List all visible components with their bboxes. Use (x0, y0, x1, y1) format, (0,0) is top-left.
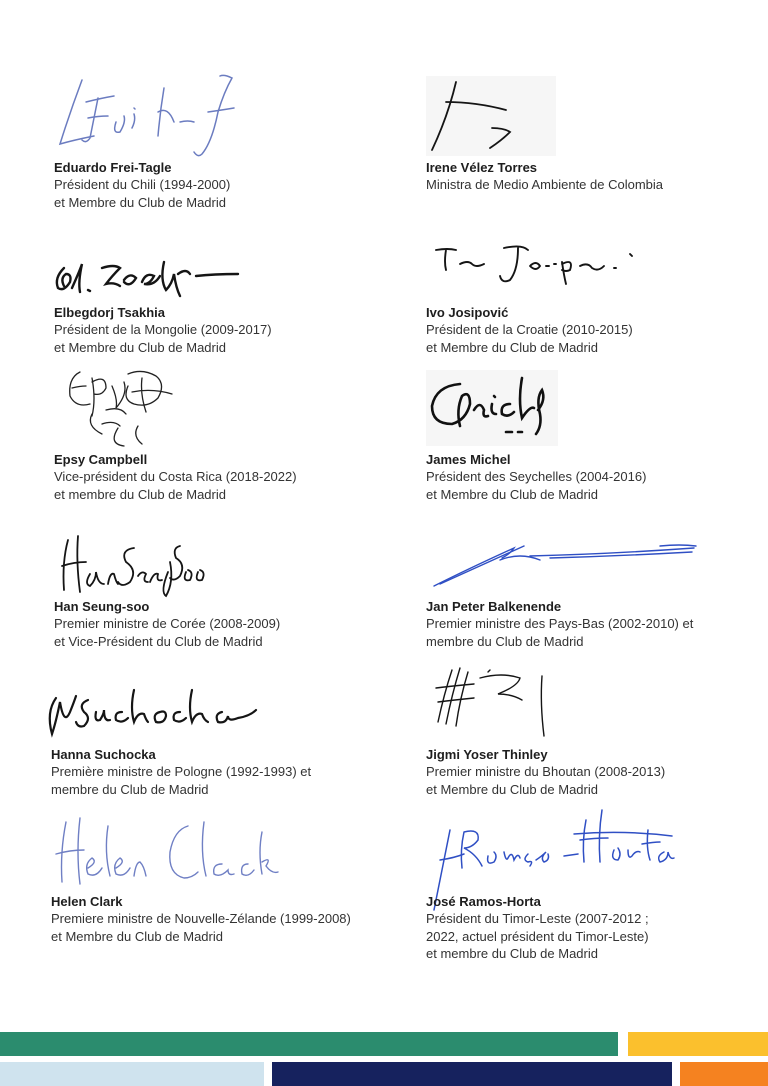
signatory-title: Ministra de Medio Ambiente de Colombia (426, 177, 664, 192)
signature-image-josipovic (432, 240, 652, 290)
signature-image-michel (426, 370, 558, 446)
signatory-name: Irene Vélez Torres (426, 160, 538, 175)
signatory-title: 2022, actuel président du Timor-Leste) (426, 928, 649, 944)
signatory-entry (426, 159, 756, 194)
signatory-title: membre du Club de Madrid (51, 781, 209, 797)
signatory-name: Hanna Suchocka (51, 747, 156, 762)
signature-image-clark (50, 812, 280, 890)
signatory-title: Première ministre de Pologne (1992-1993) et (51, 764, 312, 779)
signatory-entry (426, 304, 756, 356)
signatory-name: James Michel (426, 452, 511, 467)
signature-image-elbegdorj (50, 254, 250, 302)
signatory-title: et Membre du Club de Madrid (426, 486, 598, 502)
signatory-title: membre du Club de Madrid (426, 633, 584, 649)
signatory-title: Premier ministre des Pays-Bas (2002-2010) et (426, 616, 694, 631)
signatory-entry (54, 159, 384, 211)
signatory-name: Jan Peter Balkenende (426, 599, 562, 614)
signature-image-thinley (432, 664, 556, 742)
signatory-title: Président des Seychelles (2004-2016) (426, 469, 647, 484)
signature-image-suchocka (42, 682, 262, 742)
signatory-title: et Membre du Club de Madrid (426, 339, 598, 355)
signatory-title: et membre du Club de Madrid (54, 486, 226, 502)
signatory-title: et Membre du Club de Madrid (54, 194, 226, 210)
signatory-entry (51, 746, 381, 798)
signatory-entry (54, 304, 384, 356)
signatory-name: Elbegdorj Tsakhia (54, 305, 166, 320)
signatory-title: et Membre du Club de Madrid (51, 928, 223, 944)
signature-image-velez (426, 76, 556, 156)
signatory-name: Eduardo Frei-Tagle (54, 160, 172, 175)
signatory-title: Président de la Mongolie (2009-2017) (54, 322, 272, 337)
signatory-title: Président de la Croatie (2010-2015) (426, 322, 633, 337)
signatory-title: et Membre du Club de Madrid (54, 339, 226, 355)
signatory-title: Premier ministre de Corée (2008-2009) (54, 616, 281, 631)
signatory-name: José Ramos-Horta (426, 894, 541, 909)
signatory-entry (426, 598, 726, 650)
signatory-title: Vice-président du Costa Rica (2018-2022) (54, 469, 297, 484)
footer-bar-orange (680, 1062, 768, 1086)
signature-image-balkenende (430, 538, 702, 590)
signature-image-campbell (62, 364, 178, 450)
footer-bar-yellow (628, 1032, 768, 1056)
signatory-entry (426, 746, 756, 798)
signatory-title: et membre du Club de Madrid (426, 946, 598, 961)
signatory-entry (426, 451, 756, 503)
signatory-entry (54, 451, 384, 503)
signatory-entry (51, 893, 381, 945)
signature-image-frei (52, 72, 262, 160)
signature-image-han (56, 532, 216, 602)
signatory-title: et Vice-Président du Club de Madrid (54, 633, 263, 649)
signatory-entry (54, 598, 384, 650)
signatory-title: Président du Timor-Leste (2007-2012 ; (426, 911, 649, 926)
signatory-title: et Membre du Club de Madrid (426, 781, 598, 797)
footer-bar-green (0, 1032, 618, 1056)
footer-bar-light-blue (0, 1062, 264, 1086)
signatory-name: Ivo Josipović (426, 305, 509, 320)
signatory-name: Han Seung-soo (54, 599, 150, 614)
footer-bar-navy (272, 1062, 672, 1086)
signatory-title: Premiere ministre de Nouvelle-Zélande (1999-2008) (51, 911, 351, 926)
signatory-name: Helen Clark (51, 894, 123, 909)
signatory-title: Premier ministre du Bhoutan (2008-2013) (426, 764, 666, 779)
signatory-entry (426, 893, 756, 963)
signatory-name: Epsy Campbell (54, 452, 148, 467)
signatory-title: Président du Chili (1994-2000) (54, 177, 231, 192)
signatory-name: Jigmi Yoser Thinley (426, 747, 548, 762)
